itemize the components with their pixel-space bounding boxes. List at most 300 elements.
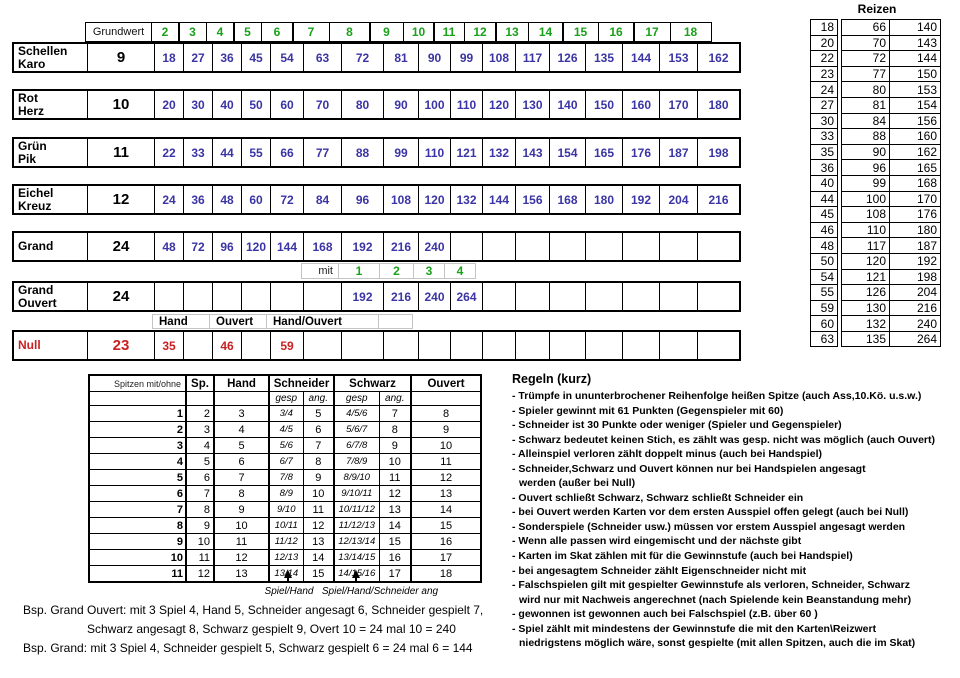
- score-cell: 20: [154, 91, 183, 118]
- reizen-cell: 60: [811, 316, 838, 332]
- score-cell: 100: [418, 91, 450, 118]
- score-cell: [450, 233, 482, 260]
- reizen-cell: 198: [890, 269, 941, 285]
- reizen-row: [811, 175, 838, 191]
- spitzen-cell: 14: [411, 502, 481, 518]
- spitzen-subheader-cell: ang.: [303, 392, 334, 406]
- score-cell: 132: [450, 186, 482, 213]
- spitzen-cell: 7: [303, 438, 334, 454]
- reizen-row: [811, 113, 838, 129]
- score-cell: [450, 332, 482, 359]
- game-row: [12, 281, 741, 312]
- spitzen-cell: 12: [303, 518, 334, 534]
- reizen-cell: 44: [811, 191, 838, 207]
- spitzen-row: [89, 454, 481, 470]
- row-label: [14, 332, 87, 359]
- score-cell: 45: [241, 44, 270, 71]
- score-cell: [482, 233, 515, 260]
- score-cell: [549, 332, 585, 359]
- reizen-cell: 59: [811, 300, 838, 316]
- reizen-cell: 162: [890, 144, 941, 160]
- score-cell: 72: [341, 44, 383, 71]
- multiplier-header: 15: [562, 22, 599, 42]
- multiplier-header: 13: [495, 22, 529, 42]
- reizen-table: [810, 2, 944, 347]
- multiplier-header: 3: [178, 22, 207, 42]
- score-cell: [585, 332, 622, 359]
- score-cell: [622, 332, 659, 359]
- spitzen-cell: 5: [303, 406, 334, 422]
- reizen-row: [811, 300, 838, 316]
- reizen-row: [842, 253, 941, 269]
- reizen-row: [842, 316, 941, 332]
- score-cell: 96: [341, 186, 383, 213]
- game-row: [12, 89, 741, 120]
- multiplier-header: 16: [598, 22, 635, 42]
- spitzen-cell: 7: [379, 406, 411, 422]
- rules-lines: [512, 389, 958, 651]
- stage-label: [378, 314, 413, 329]
- reizen-row: [842, 175, 941, 191]
- example-line: Bsp. Grand: mit 3 Spiel 4, Schneider gespielt 5, Schwarz gespielt 6 = 24 mal 6 = 144: [23, 641, 473, 656]
- score-cell: 110: [450, 91, 482, 118]
- reizen-row: [811, 129, 838, 145]
- reizen-row: [842, 20, 941, 36]
- mit-value: 1: [338, 263, 380, 279]
- base-value: 10: [87, 91, 154, 118]
- spitzen-cell: 6/7: [269, 454, 303, 470]
- score-cell: 99: [383, 139, 418, 166]
- spitzen-cell: 10: [89, 550, 186, 566]
- reizen-row: [842, 191, 941, 207]
- spitzen-cell: 10: [379, 454, 411, 470]
- spitzen-cell: 16: [411, 534, 481, 550]
- multiplier-header: 2: [151, 22, 180, 42]
- reizen-row: [842, 144, 941, 160]
- spitzen-cell: 13/14: [269, 566, 303, 583]
- spitzen-cell: 13: [214, 566, 269, 583]
- reizen-cell: 99: [842, 175, 890, 191]
- spitzen-cell: 2: [186, 406, 214, 422]
- reizen-cell: 187: [890, 238, 941, 254]
- rule-line: - Ouvert schließt Schwarz, Schwarz schließt Schneider ein: [512, 491, 804, 504]
- multiplier-header: 12: [464, 22, 497, 42]
- spitzen-cell: 10: [214, 518, 269, 534]
- reizen-cell: 108: [842, 207, 890, 223]
- score-cell: 192: [341, 283, 383, 310]
- spitzen-header-schwarz: Schwarz: [334, 375, 411, 392]
- reizen-row: [811, 82, 838, 98]
- score-cell: 81: [383, 44, 418, 71]
- reizen-cell: 46: [811, 222, 838, 238]
- spitzen-cell: 5: [89, 470, 186, 486]
- reizen-cell: 170: [890, 191, 941, 207]
- reizen-cell: 45: [811, 207, 838, 223]
- grundwert-header: Grundwert: [85, 22, 152, 42]
- spitzen-cell: 11: [411, 454, 481, 470]
- spitzen-cell: 9: [379, 438, 411, 454]
- spitzen-grid: [88, 374, 482, 583]
- reizen-cell: 140: [890, 20, 941, 36]
- spitzen-cell: 3/4: [269, 406, 303, 422]
- score-cell: 192: [341, 233, 383, 260]
- rules-section: [512, 372, 958, 651]
- spitzen-cell: 11: [303, 502, 334, 518]
- score-cell: [383, 332, 418, 359]
- score-cell: 168: [549, 186, 585, 213]
- stage-label: Ouvert: [209, 314, 267, 329]
- reizen-row: [811, 144, 838, 160]
- spitzen-header-schneider: Schneider: [269, 375, 334, 392]
- score-cell: 204: [659, 186, 697, 213]
- reizen-row: [811, 66, 838, 82]
- reizen-cell: 88: [842, 129, 890, 145]
- reizen-cell: 117: [842, 238, 890, 254]
- score-cell: 176: [622, 139, 659, 166]
- example-line: Schwarz angesagt 8, Schwarz gespielt 9, Overt 10 = 24 mal 10 = 240: [87, 622, 456, 637]
- multiplier-header: 10: [403, 22, 435, 42]
- rule-line: werden (außer bei Null): [519, 477, 636, 490]
- row-label-line: Pik: [18, 151, 37, 166]
- reizen-row: [842, 269, 941, 285]
- reizen-row: [842, 35, 941, 51]
- spitzen-cell: 13: [303, 534, 334, 550]
- multiplier-header: 14: [528, 22, 564, 42]
- spitzen-cell: 1: [89, 406, 186, 422]
- score-cell: [697, 283, 739, 310]
- reizen-cell: 156: [890, 113, 941, 129]
- spitzen-cell: 11: [89, 566, 186, 583]
- reizen-cell: 143: [890, 35, 941, 51]
- game-row: [12, 42, 741, 73]
- spitzen-cell: 4/5/6: [334, 406, 379, 422]
- spitzen-cell: 17: [411, 550, 481, 566]
- rule-line: - Spiel zählt mit mindestens der Gewinnstufe die mit den Karten\Reizwert: [512, 622, 877, 635]
- reizen-cell: 55: [811, 285, 838, 301]
- reizen-cell: 96: [842, 160, 890, 176]
- score-cell: 162: [697, 44, 739, 71]
- score-cell: 99: [450, 44, 482, 71]
- reizen-cell: 168: [890, 175, 941, 191]
- rule-line: - Falschspielen gilt mit gespielter Gewinnstufe als verloren, Schneider, Schwarz: [512, 579, 910, 592]
- score-cell: 187: [659, 139, 697, 166]
- spitzen-subheader-cell: [89, 392, 186, 406]
- spitzen-cell: 9/10/11: [334, 486, 379, 502]
- rule-line: - Sonderspiele (Schneider usw.) müssen vor erstem Ausspiel angesagt werden: [512, 520, 906, 533]
- examples-section: [23, 601, 483, 659]
- score-cell: [697, 332, 739, 359]
- reizen-row: [842, 207, 941, 223]
- reizen-cell: 30: [811, 113, 838, 129]
- score-cell: [212, 283, 241, 310]
- spitzen-cell: 5: [214, 438, 269, 454]
- score-cell: 35: [154, 332, 183, 359]
- rule-line: - Schneider ist 30 Punkte oder weniger (Spieler und Gegenspieler): [512, 419, 842, 432]
- spitzen-cell: 8/9/10: [334, 470, 379, 486]
- spitzen-cell: 6/7/8: [334, 438, 379, 454]
- reizen-row: [811, 20, 838, 36]
- spitzen-cell: 10/11: [269, 518, 303, 534]
- reizen-row: [842, 66, 941, 82]
- score-cell: 22: [154, 139, 183, 166]
- spitzen-cell: 11: [379, 470, 411, 486]
- score-cell: 264: [450, 283, 482, 310]
- reizen-row: [811, 35, 838, 51]
- score-cell: 50: [241, 91, 270, 118]
- rule-line: - Trümpfe in ununterbrochener Reihenfolge heißen Spitze (auch Ass,10.Kö. u.s.w.): [512, 390, 922, 402]
- spitzen-cell: 11/12/13: [334, 518, 379, 534]
- score-cell: 154: [549, 139, 585, 166]
- reizen-cell: 50: [811, 253, 838, 269]
- score-cell: 60: [241, 186, 270, 213]
- reizen-cell: 144: [890, 51, 941, 67]
- reizen-cell: 22: [811, 51, 838, 67]
- score-cell: 90: [383, 91, 418, 118]
- multiplier-header: 4: [206, 22, 235, 42]
- reizen-cell: 80: [842, 82, 890, 98]
- score-cell: 70: [303, 91, 341, 118]
- reizen-cell: 160: [890, 129, 941, 145]
- spitzen-cell: 16: [379, 550, 411, 566]
- spitzen-row: [89, 486, 481, 502]
- score-cell: 160: [622, 91, 659, 118]
- reizen-row: [811, 51, 838, 67]
- spitzen-header-row: [89, 375, 481, 392]
- score-cell: [659, 283, 697, 310]
- reizen-cell: 23: [811, 66, 838, 82]
- reizen-cell: 84: [842, 113, 890, 129]
- reizen-cell: 135: [842, 331, 890, 347]
- spitzen-row: [89, 534, 481, 550]
- spitzen-cell: 9: [303, 470, 334, 486]
- arrow-label-spiel-hand: Spiel/Hand: [264, 586, 314, 597]
- reizen-row: [811, 285, 838, 301]
- spitzen-cell: 5/6/7: [334, 422, 379, 438]
- score-cell: 121: [450, 139, 482, 166]
- mit-multiplier-row: [301, 263, 476, 279]
- spitzen-cell: 4: [214, 422, 269, 438]
- spitzen-cell: 12: [186, 566, 214, 583]
- reizen-row: [842, 160, 941, 176]
- arrow-label-spiel-hand-schneider: Spiel/Hand/Schneider ang: [321, 586, 439, 597]
- spitzen-cell: 12: [214, 550, 269, 566]
- score-cell: 168: [303, 233, 341, 260]
- score-cell: 77: [303, 139, 341, 166]
- reizen-cell: 153: [890, 82, 941, 98]
- reizen-cell: 176: [890, 207, 941, 223]
- rules-title: Regeln (kurz): [512, 372, 592, 386]
- spitzen-cell: 15: [411, 518, 481, 534]
- spitzen-cell: 8: [411, 406, 481, 422]
- row-label-line: Schellen: [18, 43, 68, 58]
- score-cell: 143: [515, 139, 549, 166]
- score-cell: 18: [154, 44, 183, 71]
- row-label-line: Grand: [18, 239, 54, 253]
- spitzen-cell: 4: [89, 454, 186, 470]
- spitzen-cell: 3: [214, 406, 269, 422]
- score-cell: [585, 233, 622, 260]
- mit-value: 4: [444, 263, 476, 279]
- score-cell: 33: [183, 139, 212, 166]
- reizen-cell: 120: [842, 253, 890, 269]
- score-cell: 108: [383, 186, 418, 213]
- score-cell: 54: [270, 44, 303, 71]
- score-cell: [622, 283, 659, 310]
- reizen-row: [811, 331, 838, 347]
- reizen-cell: 192: [890, 253, 941, 269]
- spitzen-cell: 4: [186, 438, 214, 454]
- score-cell: 44: [212, 139, 241, 166]
- reizen-cell: 110: [842, 222, 890, 238]
- score-cell: 144: [482, 186, 515, 213]
- multiplier-header: 18: [670, 22, 712, 42]
- score-cell: 153: [659, 44, 697, 71]
- spitzen-cell: 10: [411, 438, 481, 454]
- score-cell: 240: [418, 283, 450, 310]
- reizen-cell: 36: [811, 160, 838, 176]
- score-cell: [515, 283, 549, 310]
- reizen-row: [811, 269, 838, 285]
- score-cell: 126: [549, 44, 585, 71]
- base-value: 24: [87, 233, 154, 260]
- score-cell: [270, 283, 303, 310]
- row-label-line: Herz: [18, 103, 45, 118]
- reizen-row: [811, 207, 838, 223]
- rule-line: - Spieler gewinnt mit 61 Punkten (Gegenspieler mit 60): [512, 404, 784, 417]
- stage-label: Hand: [152, 314, 210, 329]
- spitzen-subheader-cell: [186, 392, 214, 406]
- spitzen-cell: 8: [89, 518, 186, 534]
- reizen-cell: 72: [842, 51, 890, 67]
- row-label-line: Ouvert: [18, 295, 57, 310]
- score-cell: [341, 332, 383, 359]
- reizen-cell: 126: [842, 285, 890, 301]
- score-cell: 66: [270, 139, 303, 166]
- multiplier-header: 11: [433, 22, 465, 42]
- spitzen-cell: 15: [379, 534, 411, 550]
- spitzen-cell: 6: [89, 486, 186, 502]
- spiel-hand-schneider-arrow-icon: [352, 570, 360, 578]
- spitzen-cell: 13: [411, 486, 481, 502]
- score-cell: 48: [212, 186, 241, 213]
- spitzen-cell: 3: [89, 438, 186, 454]
- score-cell: 117: [515, 44, 549, 71]
- score-cell: [515, 233, 549, 260]
- score-cell: 27: [183, 44, 212, 71]
- row-label-line: Null: [18, 338, 41, 352]
- reizen-cell: 100: [842, 191, 890, 207]
- score-cell: 46: [212, 332, 241, 359]
- score-cell: 88: [341, 139, 383, 166]
- reizen-cell: 121: [842, 269, 890, 285]
- spitzen-row: [89, 438, 481, 454]
- spitzen-cell: 6: [303, 422, 334, 438]
- spitzen-cell: 12/13/14: [334, 534, 379, 550]
- score-cell: [482, 332, 515, 359]
- game-row: [12, 231, 741, 262]
- score-cell: 120: [482, 91, 515, 118]
- row-label-line: Eichel: [18, 185, 54, 200]
- base-value: 9: [87, 44, 154, 71]
- reizen-cell: 240: [890, 316, 941, 332]
- reizen-cell: 90: [842, 144, 890, 160]
- reizen-title: Reizen: [857, 2, 897, 16]
- reizen-row: [811, 191, 838, 207]
- score-cell: 132: [482, 139, 515, 166]
- reizen-cell: 54: [811, 269, 838, 285]
- base-value: 23: [87, 332, 154, 359]
- reizen-row: [842, 82, 941, 98]
- multiplier-header: 17: [633, 22, 671, 42]
- score-cell: [622, 233, 659, 260]
- score-cell: 40: [212, 91, 241, 118]
- spitzen-subheader-cell: gesp: [334, 392, 379, 406]
- score-cell: [241, 332, 270, 359]
- score-cell: [697, 233, 739, 260]
- base-value: 24: [87, 283, 154, 310]
- reizen-row: [842, 97, 941, 113]
- spitzen-header-sp: Sp.: [186, 375, 214, 392]
- score-cell: 165: [585, 139, 622, 166]
- reizen-cell: 204: [890, 285, 941, 301]
- row-label: [14, 283, 87, 310]
- reizen-row: [811, 222, 838, 238]
- rule-line: niedrigstens möglich wäre, sonst gespielte (mit allen Spitzen, auch die im Skat): [519, 637, 916, 650]
- reizen-row: [842, 222, 941, 238]
- rule-line: - Karten im Skat zählen mit für die Gewinnstufe (auch bei Handspiel): [512, 550, 853, 563]
- score-cell: [515, 332, 549, 359]
- spitzen-row: [89, 406, 481, 422]
- reizen-col2-3: [841, 19, 941, 347]
- score-cell: [549, 283, 585, 310]
- row-label-line: Karo: [18, 56, 46, 71]
- score-cell: [303, 332, 341, 359]
- spitzen-cell: 11: [214, 534, 269, 550]
- spitzen-cell: 10: [303, 486, 334, 502]
- spitzen-row: [89, 518, 481, 534]
- reizen-cell: 70: [842, 35, 890, 51]
- spitzen-cell: 15: [303, 566, 334, 583]
- null-stage-label-row: [152, 314, 413, 329]
- spitzen-cell: 6: [214, 454, 269, 470]
- rule-line: - Wenn alle passen wird eingemischt und der nächste gibt: [512, 535, 802, 548]
- score-cell: 30: [183, 91, 212, 118]
- spitzen-cell: 9: [89, 534, 186, 550]
- score-cell: [549, 233, 585, 260]
- score-cell: 144: [622, 44, 659, 71]
- spitzen-cell: 9/10: [269, 502, 303, 518]
- spitzen-cell: 14: [379, 518, 411, 534]
- mit-value: 3: [413, 263, 445, 279]
- spitzen-cell: 5/6: [269, 438, 303, 454]
- score-cell: 60: [270, 91, 303, 118]
- spitzen-row: [89, 470, 481, 486]
- spitzen-cell: 3: [186, 422, 214, 438]
- spitzen-cell: 2: [89, 422, 186, 438]
- spitzen-body: [89, 375, 481, 582]
- spiel-hand-arrow-icon: [284, 570, 292, 578]
- spitzen-cell: 14/15/16: [334, 566, 379, 583]
- rule-line: - bei Ouvert werden Karten vor dem ersten Ausspiel offen gelegt (auch bei Null): [512, 506, 909, 519]
- spitzen-cell: 8: [214, 486, 269, 502]
- reizen-cell: 18: [811, 20, 838, 36]
- score-cell: 72: [270, 186, 303, 213]
- spitzen-cell: 10/11/12: [334, 502, 379, 518]
- score-cell: 150: [585, 91, 622, 118]
- score-cell: 240: [418, 233, 450, 260]
- spitzen-cell: 12: [379, 486, 411, 502]
- reizen-row: [811, 160, 838, 176]
